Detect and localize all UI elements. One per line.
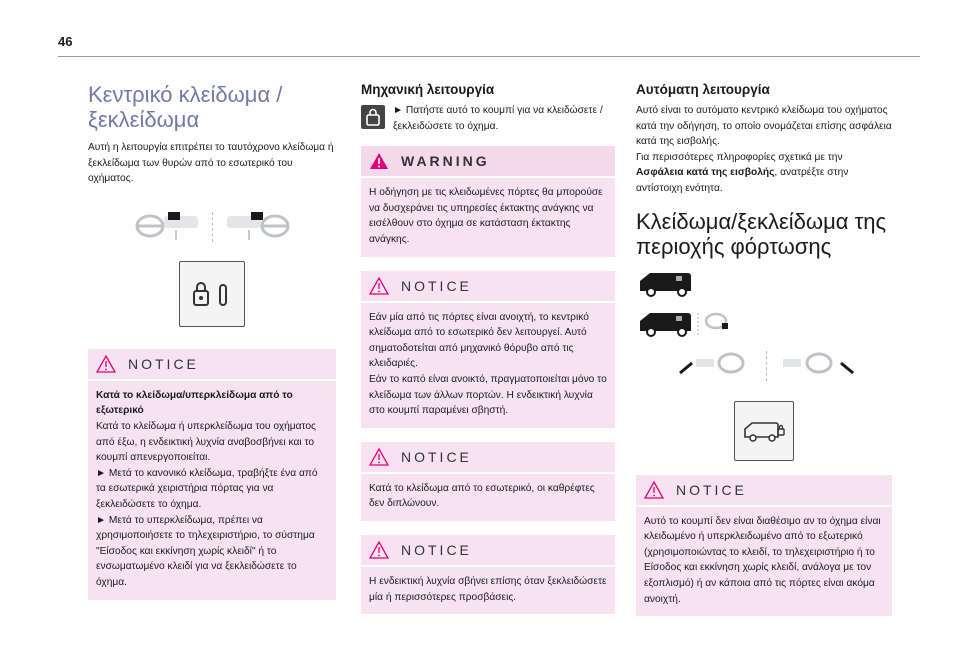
- warning-triangle-icon: [369, 448, 389, 466]
- title-line-1: Κεντρικό κλείδωμα /: [88, 82, 283, 107]
- lock-button-illustration: [179, 261, 245, 327]
- notice-label: NOTICE: [401, 541, 472, 558]
- column-central-locking: [88, 82, 336, 600]
- divider: [212, 212, 213, 242]
- dashboard-door-left-icon: [676, 349, 756, 383]
- padlock-button-icon: [188, 279, 236, 309]
- notice-header: [361, 271, 615, 303]
- page-number: 46: [58, 34, 73, 49]
- intro-text: Αυτή η λειτουργία επιτρέπει το ταυτόχρονο κλείδωμα ή ξεκλείδωμα των θυρών από το εσωτερικό του οχήματος.: [88, 142, 334, 185]
- notice-bullet: ► Μετά το κανονικό κλείδωμα, τραβήξτε ένα από τα εσωτερικά χειριστήρια πόρτας για να ξεκλειδώσετε το όχημα.: [96, 467, 318, 510]
- notice-header: [361, 442, 615, 474]
- column-manual-operation: [361, 82, 615, 614]
- notice-text: Εάν μία από τις πόρτες είναι ανοιχτή, το κεντρικό κλείδωμα από το εσωτερικό δεν λειτουργεί. Αυτό σηματοδοτείται από μηχανικό θόρυβο από τις κλειδαριές.: [369, 311, 589, 370]
- warning-text: Η οδήγηση με τις κλειδωμένες πόρτες θα μπορούσε να δυσχεράνει τις υπηρεσίες έκτακτης ανάγκης να εισέλθουν στο όχημα σε κατάσταση έκτακτης ανάγκης.: [369, 187, 603, 245]
- cargo-title-line-1: Κλείδωμα/ξεκλείδωμα της: [636, 208, 887, 234]
- notice-bullet: ► Μετά το υπερκλείδωμα, πρέπει να χρησιμοποιήσετε το τηλεχειριστήριο, το σύστημα "Είσοδος και εκκίνηση χωρίς κλειδί" ή το ενσωματωμένο κλειδί για να ξεκλειδώσετε το όχημα.: [96, 514, 315, 588]
- notice-text: Αυτό το κουμπί δεν είναι διαθέσιμο αν το όχημα είναι κλειδωμένο ή υπερκλειδωμένο από το εξωτερικό (χρησιμοποιώντας το κλειδί, το τηλεχειριστήριο ή το Είσοδος και εκκίνηση χωρίς κλειδί, ανάλογα με τον εξοπλισμό) ή αν κάποια από τις πόρτες είναι ακόμα ανοιχτή.: [644, 515, 881, 605]
- dashboard-door-right-icon: [777, 349, 857, 383]
- warning-triangle-icon: [96, 355, 116, 373]
- notice-header: [88, 349, 336, 381]
- van-icon: [636, 269, 696, 299]
- notice-box-mirrors: [361, 442, 615, 521]
- notice-content: [361, 303, 615, 428]
- dashboard-rhd-icon: [223, 210, 293, 244]
- van-with-key-icon: [636, 309, 746, 339]
- notice-label: NOTICE: [128, 355, 199, 372]
- warning-triangle-icon: [369, 152, 389, 170]
- column-automatic-operation: [636, 82, 892, 616]
- warning-label: WARNING: [401, 153, 490, 170]
- dashboard-lhd-icon: [132, 210, 202, 244]
- warning-triangle-icon: [369, 541, 389, 559]
- manual-heading: Μηχανική λειτουργία: [361, 82, 495, 97]
- notice-text: Κατά το κλείδωμα από το εσωτερικό, οι καθρέφτες δεν διπλώνουν.: [369, 482, 595, 510]
- warning-triangle-icon: [644, 481, 664, 499]
- notice-content: [88, 381, 336, 600]
- reference-text-start: Για περισσότερες πληροφορίες σχετικά με την: [636, 151, 843, 163]
- divider: [766, 351, 767, 381]
- cargo-lock-button-icon: [742, 419, 786, 443]
- notice-header: [361, 535, 615, 567]
- notice-box-doors: [361, 271, 615, 428]
- cargo-title-line-2: περιοχής φόρτωσης: [636, 233, 832, 259]
- reference-text-end: , ανατρέξτε στην αντίστοιχη ενότητα.: [636, 167, 849, 194]
- cargo-section-title: [636, 209, 892, 259]
- notice-label: NOTICE: [401, 277, 472, 294]
- cargo-lock-button-illustration: [734, 401, 794, 461]
- instruction-text: ► Πατήστε αυτό το κουμπί για να κλειδώσετε / ξεκλειδώσετε το όχημα.: [393, 105, 603, 132]
- automatic-text: Αυτό είναι το αυτόματο κεντρικό κλείδωμα του οχήματος κατά την οδήγηση, το οποίο ονομάζεται επίσης ασφάλεια κατά της εισβολής.: [636, 105, 892, 148]
- automatic-heading: Αυτόματη λειτουργία: [636, 82, 770, 97]
- warning-header: [361, 146, 615, 178]
- door-dashboards: [676, 349, 857, 383]
- notice-header: [636, 475, 892, 507]
- dashboard-illustrations: [88, 209, 336, 245]
- notice-box-locking: [88, 349, 336, 600]
- title-line-2: ξεκλείδωμα: [88, 107, 200, 132]
- notice-text: Η ενδεικτική λυχνία σβήνει επίσης όταν ξεκλειδώσετε μία ή περισσότερες προσβάσεις.: [369, 575, 607, 603]
- notice-text: Εάν το καπό είναι ανοικτό, πραγματοποιείται μόνο το κλείδωμα των άλλων πορτών. Η ενδεικτική λυχνία στο κουμπί παραμένει σβηστή.: [369, 373, 607, 417]
- instruction-row: [361, 103, 615, 134]
- padlock-tile-icon: [361, 105, 385, 129]
- notice-box-cargo: [636, 475, 892, 617]
- notice-label: NOTICE: [401, 448, 472, 465]
- top-divider: [58, 56, 920, 57]
- warning-box: [361, 146, 615, 256]
- reference-link-text: Ασφάλεια κατά της εισβολής: [636, 167, 775, 179]
- warning-triangle-icon: [369, 277, 389, 295]
- van-illustrations: [636, 269, 892, 389]
- notice-label: NOTICE: [676, 481, 747, 498]
- notice-heading: Κατά το κλείδωμα/υπερκλείδωμα από το εξωτερικό: [96, 389, 293, 417]
- section-title: [88, 82, 336, 132]
- reference-text: [636, 150, 892, 197]
- notice-text: Κατά το κλείδωμα ή υπερκλείδωμα του οχήματος από έξω, η ενδεικτική λυχνία αναβοσβήνει και το κουμπί απενεργοποιείται.: [96, 420, 316, 464]
- notice-box-indicator: [361, 535, 615, 614]
